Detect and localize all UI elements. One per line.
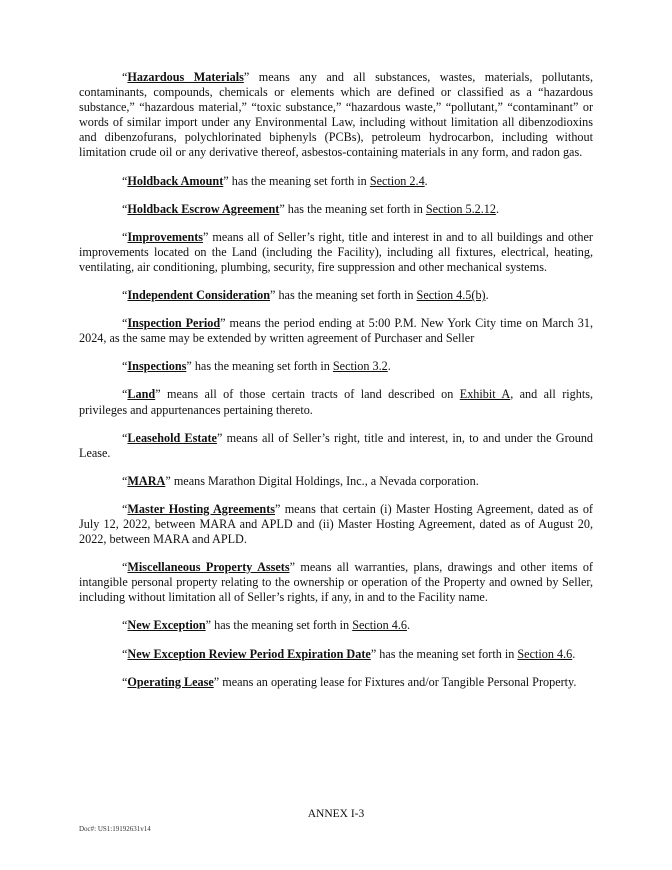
definition-inspections: “Inspections” has the meaning set forth in Section 3.2.	[122, 359, 391, 374]
page-number: ANNEX I-3	[307, 808, 365, 820]
term: Inspections	[127, 359, 187, 374]
term: Miscellaneous Property Assets	[127, 560, 290, 575]
definition-holdback-escrow-agreement: “Holdback Escrow Agreement” has the meaning set forth in Section 5.2.12.	[122, 201, 499, 216]
definition-operating-lease: “Operating Lease” means an operating lease for Fixtures and/or Tangible Personal Property.	[122, 674, 577, 689]
term: Inspection Period	[127, 316, 221, 331]
definition-miscellaneous-property-assets: “Miscellaneous Property Assets” means all warranties, plans, drawings and other items of intangible personal property relating to the ownership or operation of the Property and owned by Seller, including without limitation all of Seller’s rights, if any, in and to the Facility name.	[79, 560, 593, 605]
document-body	[79, 70, 593, 703]
term: Holdback Amount	[127, 173, 224, 188]
term: Operating Lease	[127, 674, 214, 689]
definition-land: “Land” means all of those certain tracts of land described on Exhibit A, and all rights, privileges and appurtenances pertaining thereto.	[79, 387, 594, 417]
section-reference: Section 4.6	[517, 646, 573, 661]
term: Improvements	[127, 229, 204, 244]
document-id: Doc#: US1:19192631v14	[79, 825, 151, 833]
section-reference: Section 4.5(b)	[416, 288, 486, 303]
definition-mara: “MARA” means Marathon Digital Holdings, Inc., a Nevada corporation.	[122, 473, 479, 488]
definition-inspection-period: “Inspection Period” means the period ending at 5:00 P.M. New York City time on March 31, 2024, as the same may be extended by written agreement of Purchaser and Seller	[79, 316, 593, 346]
definition-hazardous-materials: “Hazardous Materials” means any and all substances, wastes, materials, pollutants, contaminants, compounds, chemicals or elements which are defined or classified as a “hazardous substance,” “hazardous material,” “toxic substance,” “hazardous waste,” “pollutant,” “contaminant” or words of similar import under any Environmental Law, including without limitation all dibenzodioxins and dibenzofurans, polychlorinated biphenyls (PCBs), petroleum hydrocarbon, including without limitation crude oil or any derivative thereof, asbestos-containing materials in any form, and radon gas.	[79, 70, 593, 160]
definition-independent-consideration: “Independent Consideration” has the meaning set forth in Section 4.5(b).	[122, 288, 489, 303]
term: Master Hosting Agreements	[127, 501, 275, 516]
term: Leasehold Estate	[127, 430, 217, 445]
definition-master-hosting-agreements: “Master Hosting Agreements” means that certain (i) Master Hosting Agreement, dated as of July 12, 2022, between MARA and APLD and (ii) Master Hosting Agreement, dated as of August 20, 2022, between MARA and APLD.	[79, 501, 593, 547]
definition-improvements: “Improvements” means all of Seller’s right, title and interest in and to all buildings and other improvements located on the Land (including the Facility), including all fixtures, electrical, heating, ventilating, air conditioning, plumbing, security, fire suppression and other mechanical systems.	[79, 229, 593, 274]
term: New Exception Review Period Expiration Date	[127, 646, 371, 661]
section-reference: Section 5.2.12	[425, 201, 496, 216]
term: Independent Consideration	[127, 288, 270, 303]
definition-holdback-amount: “Holdback Amount” has the meaning set forth in Section 2.4.	[122, 173, 428, 188]
definition-leasehold-estate: “Leasehold Estate” means all of Seller’s right, title and interest, in, to and under the Ground Lease.	[79, 430, 594, 460]
term: New Exception	[127, 618, 206, 633]
term: Land	[127, 387, 156, 402]
section-reference: Section 3.2	[332, 359, 388, 374]
definition-new-exception: “New Exception” has the meaning set forth in Section 4.6.	[122, 618, 411, 633]
section-reference: Section 4.6	[352, 618, 408, 633]
definition-new-exception-review-period-expiration-date: “New Exception Review Period Expiration Date” has the meaning set forth in Section 4.6.	[122, 646, 576, 661]
term: Hazardous Materials	[127, 70, 244, 84]
section-reference: Section 2.4	[369, 173, 425, 188]
term: Holdback Escrow Agreement	[127, 201, 280, 216]
term: MARA	[127, 473, 166, 488]
exhibit-reference: Exhibit A	[459, 387, 511, 402]
